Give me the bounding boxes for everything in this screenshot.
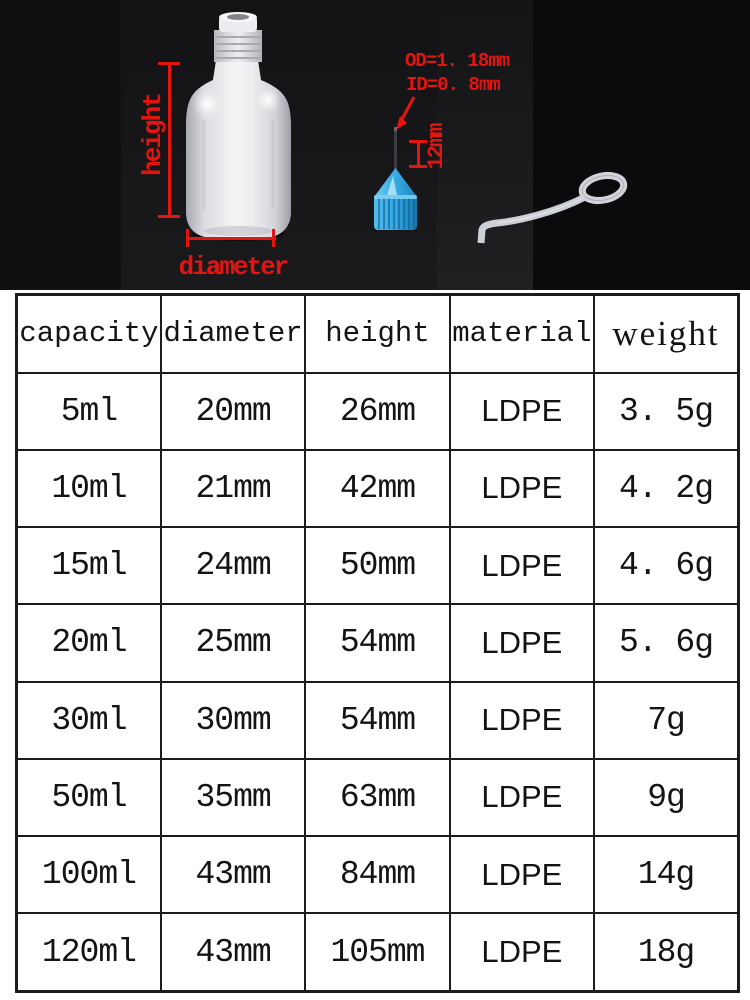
product-photo <box>0 0 750 290</box>
diameter-cell: 30mm <box>161 682 305 759</box>
diameter-measure-cap <box>272 229 275 247</box>
weight-cell: 7g <box>594 682 738 759</box>
height-label: height <box>138 94 168 176</box>
needle <box>394 127 397 173</box>
header-row <box>17 295 739 373</box>
needle-length-measure-line <box>417 140 420 168</box>
capacity-cell: 50ml <box>17 759 161 836</box>
capacity-cell: 5ml <box>17 373 161 450</box>
table-row <box>17 759 739 836</box>
bottle-body <box>186 60 291 238</box>
material-cell: LDPE <box>450 450 594 527</box>
ldpe-bottle <box>186 12 291 241</box>
material-cell: LDPE <box>450 913 594 991</box>
weight-cell: 5. 6g <box>594 604 738 681</box>
table-row <box>17 450 739 527</box>
table-row <box>17 373 739 450</box>
header-capacity: capacity <box>17 295 161 373</box>
diameter-cell: 43mm <box>161 913 305 991</box>
height-cell: 84mm <box>305 836 449 913</box>
capacity-cell: 30ml <box>17 682 161 759</box>
cap-base <box>374 195 417 230</box>
capacity-cell: 120ml <box>17 913 161 991</box>
material-cell: LDPE <box>450 759 594 836</box>
inner-diameter-label: ID=0. 8mm <box>406 74 500 96</box>
height-cell: 42mm <box>305 450 449 527</box>
diameter-cell: 43mm <box>161 836 305 913</box>
capacity-cell: 20ml <box>17 604 161 681</box>
diameter-label: diameter <box>178 252 288 282</box>
diameter-cell: 24mm <box>161 527 305 604</box>
height-measure-cap <box>158 62 180 65</box>
capacity-cell: 100ml <box>17 836 161 913</box>
height-cell: 54mm <box>305 682 449 759</box>
height-measure-line <box>168 62 171 218</box>
capacity-cell: 10ml <box>17 450 161 527</box>
weight-cell: 3. 5g <box>594 373 738 450</box>
height-cell: 105mm <box>305 913 449 991</box>
weight-cell: 9g <box>594 759 738 836</box>
table-row <box>17 836 739 913</box>
weight-cell: 4. 2g <box>594 450 738 527</box>
height-cell: 26mm <box>305 373 449 450</box>
header-material: material <box>450 295 594 373</box>
diameter-measure-line <box>188 237 276 240</box>
diameter-cell: 20mm <box>161 373 305 450</box>
diameter-measure-cap <box>186 229 189 247</box>
table-row <box>17 682 739 759</box>
diameter-cell: 35mm <box>161 759 305 836</box>
material-cell: LDPE <box>450 604 594 681</box>
material-cell: LDPE <box>450 682 594 759</box>
table-row <box>17 604 739 681</box>
product-illustration <box>0 0 750 290</box>
capacity-cell: 15ml <box>17 527 161 604</box>
height-measure-cap <box>158 215 180 218</box>
material-cell: LDPE <box>450 527 594 604</box>
material-cell: LDPE <box>450 836 594 913</box>
header-diameter: diameter <box>161 295 305 373</box>
needle-length-label: 12mm <box>424 124 449 170</box>
weight-cell: 14g <box>594 836 738 913</box>
table-row <box>17 913 739 991</box>
spec-table <box>15 293 740 993</box>
material-cell: LDPE <box>450 373 594 450</box>
weight-cell: 18g <box>594 913 738 991</box>
height-cell: 50mm <box>305 527 449 604</box>
pointer-arrow <box>396 97 414 130</box>
diameter-cell: 21mm <box>161 450 305 527</box>
height-cell: 63mm <box>305 759 449 836</box>
table-row <box>17 527 739 604</box>
cap-tether-ring <box>481 172 626 243</box>
header-height: height <box>305 295 449 373</box>
diameter-cell: 25mm <box>161 604 305 681</box>
header-weight: weight <box>594 295 738 373</box>
weight-cell: 4. 6g <box>594 527 738 604</box>
outer-diameter-label: OD=1. 18mm <box>405 50 510 72</box>
height-cell: 54mm <box>305 604 449 681</box>
